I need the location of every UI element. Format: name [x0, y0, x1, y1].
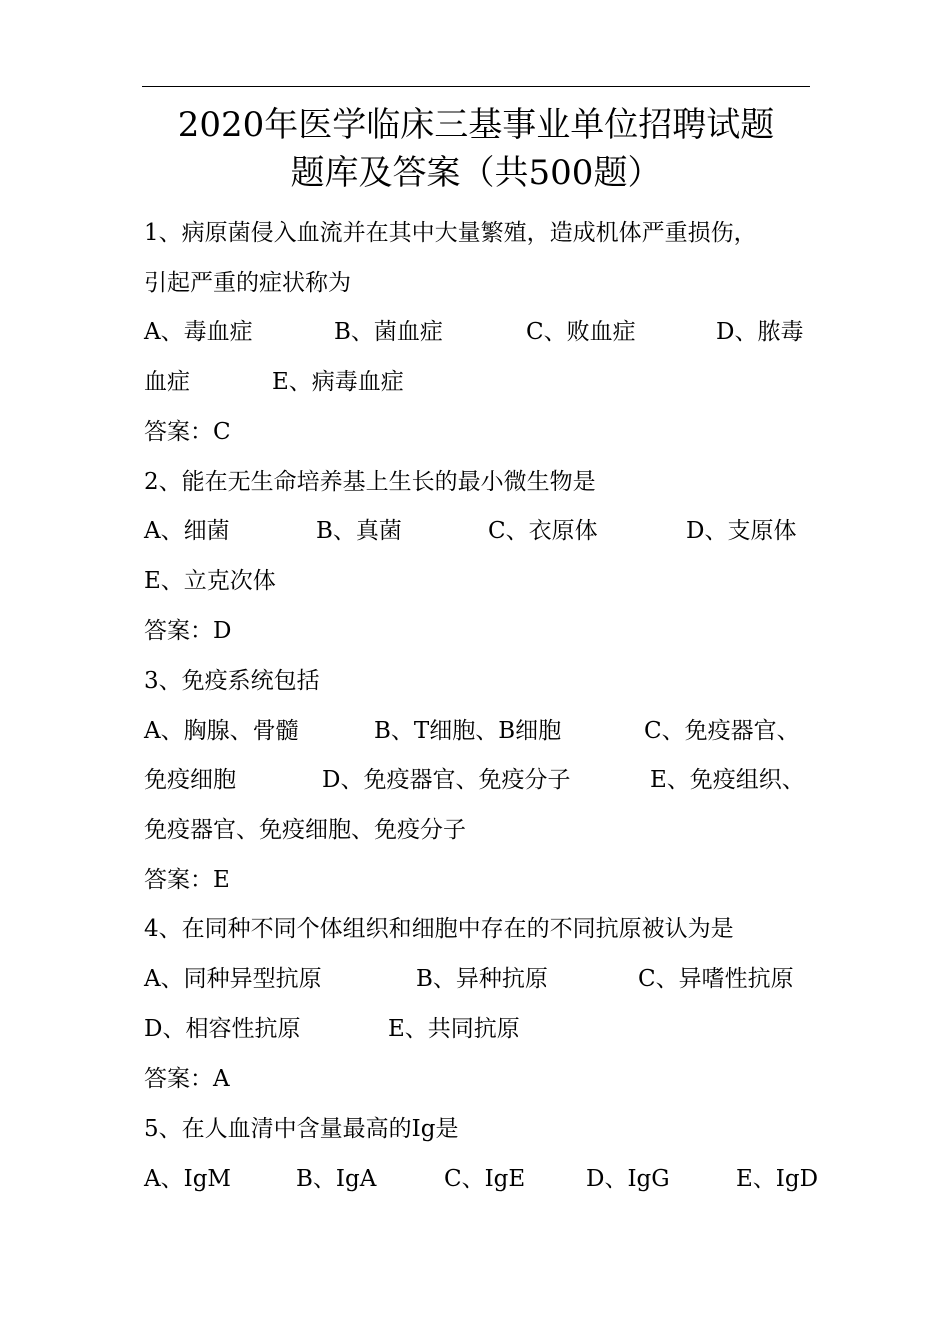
question-5-option-d: D、IgG: [586, 1166, 670, 1192]
document-title-line1: 2020年医学临床三基事业单位招聘试题: [177, 105, 775, 145]
question-3-answer: 答案：E: [144, 867, 230, 893]
question-2-option-d: D、支原体: [686, 518, 797, 544]
question-4-option-e: E、共同抗原: [388, 1016, 520, 1042]
question-5-option-a: A、IgM: [144, 1166, 231, 1192]
question-4-stem: 4、在同种不同个体组织和细胞中存在的不同抗原被认为是: [144, 916, 734, 942]
question-3-option-c: C、免疫器官、: [644, 718, 800, 744]
question-5-option-b: B、IgA: [296, 1166, 377, 1192]
question-3-option-e-continued: 免疫器官、免疫细胞、免疫分子: [144, 817, 466, 843]
question-2-options-row1: [144, 520, 812, 570]
question-5-option-e: E、IgD: [736, 1166, 819, 1192]
question-1-option-a: A、毒血症: [144, 319, 253, 345]
question-1-options-row1: [144, 321, 812, 371]
question-4-options-row1: [144, 968, 812, 1018]
question-2-option-a: A、细菌: [144, 518, 230, 544]
question-3-options-row1: [144, 720, 812, 770]
question-4-option-b: B、异种抗原: [416, 966, 548, 992]
question-2-option-e: E、立克次体: [144, 568, 276, 594]
header-rule: [142, 86, 810, 87]
question-3-option-c-continued: 免疫细胞: [144, 767, 236, 793]
question-3-option-a: A、胸腺、骨髓: [144, 718, 299, 744]
question-1-stem: 1、病原菌侵入血流并在其中大量繁殖，造成机体严重损伤，: [144, 220, 757, 246]
question-3-option-e: E、免疫组织、: [650, 767, 805, 793]
document-title-line2: 题库及答案（共500题）: [290, 153, 662, 193]
question-1-answer: 答案：C: [144, 419, 231, 445]
question-4-options-row2: [144, 1018, 812, 1068]
question-3-option-d: D、免疫器官、免疫分子: [322, 767, 571, 793]
question-1-options-row2: [144, 371, 812, 421]
question-1-stem-continued: 引起严重的症状称为: [144, 270, 351, 296]
question-2-option-c: C、衣原体: [488, 518, 598, 544]
question-4-option-c: C、异嗜性抗原: [638, 966, 794, 992]
question-5-option-c: C、IgE: [444, 1166, 526, 1192]
question-3-options-row3: [144, 819, 812, 869]
question-4-option-d: D、相容性抗原: [144, 1016, 301, 1042]
question-2-answer: 答案：D: [144, 618, 232, 644]
question-3-option-b: B、T细胞、B细胞: [374, 718, 562, 744]
question-1-option-e: E、病毒血症: [272, 369, 404, 395]
question-3-options-row2: [144, 769, 812, 819]
question-1-option-c: C、败血症: [526, 319, 636, 345]
question-4-answer: 答案：A: [144, 1066, 230, 1092]
question-5-options-row1: [144, 1166, 819, 1218]
question-1-option-d-continued: 血症: [144, 369, 190, 395]
question-4-option-a: A、同种异型抗原: [144, 966, 322, 992]
question-2-option-b: B、真菌: [316, 518, 402, 544]
question-2-options-row2: [144, 570, 812, 620]
question-1-option-b: B、菌血症: [334, 319, 443, 345]
question-1-option-d: D、脓毒: [716, 319, 804, 345]
question-5-stem: 5、在人血清中含量最高的Ig是: [144, 1116, 459, 1142]
question-2-stem: 2、能在无生命培养基上生长的最小微生物是: [144, 469, 596, 495]
question-3-stem: 3、免疫系统包括: [144, 668, 320, 694]
